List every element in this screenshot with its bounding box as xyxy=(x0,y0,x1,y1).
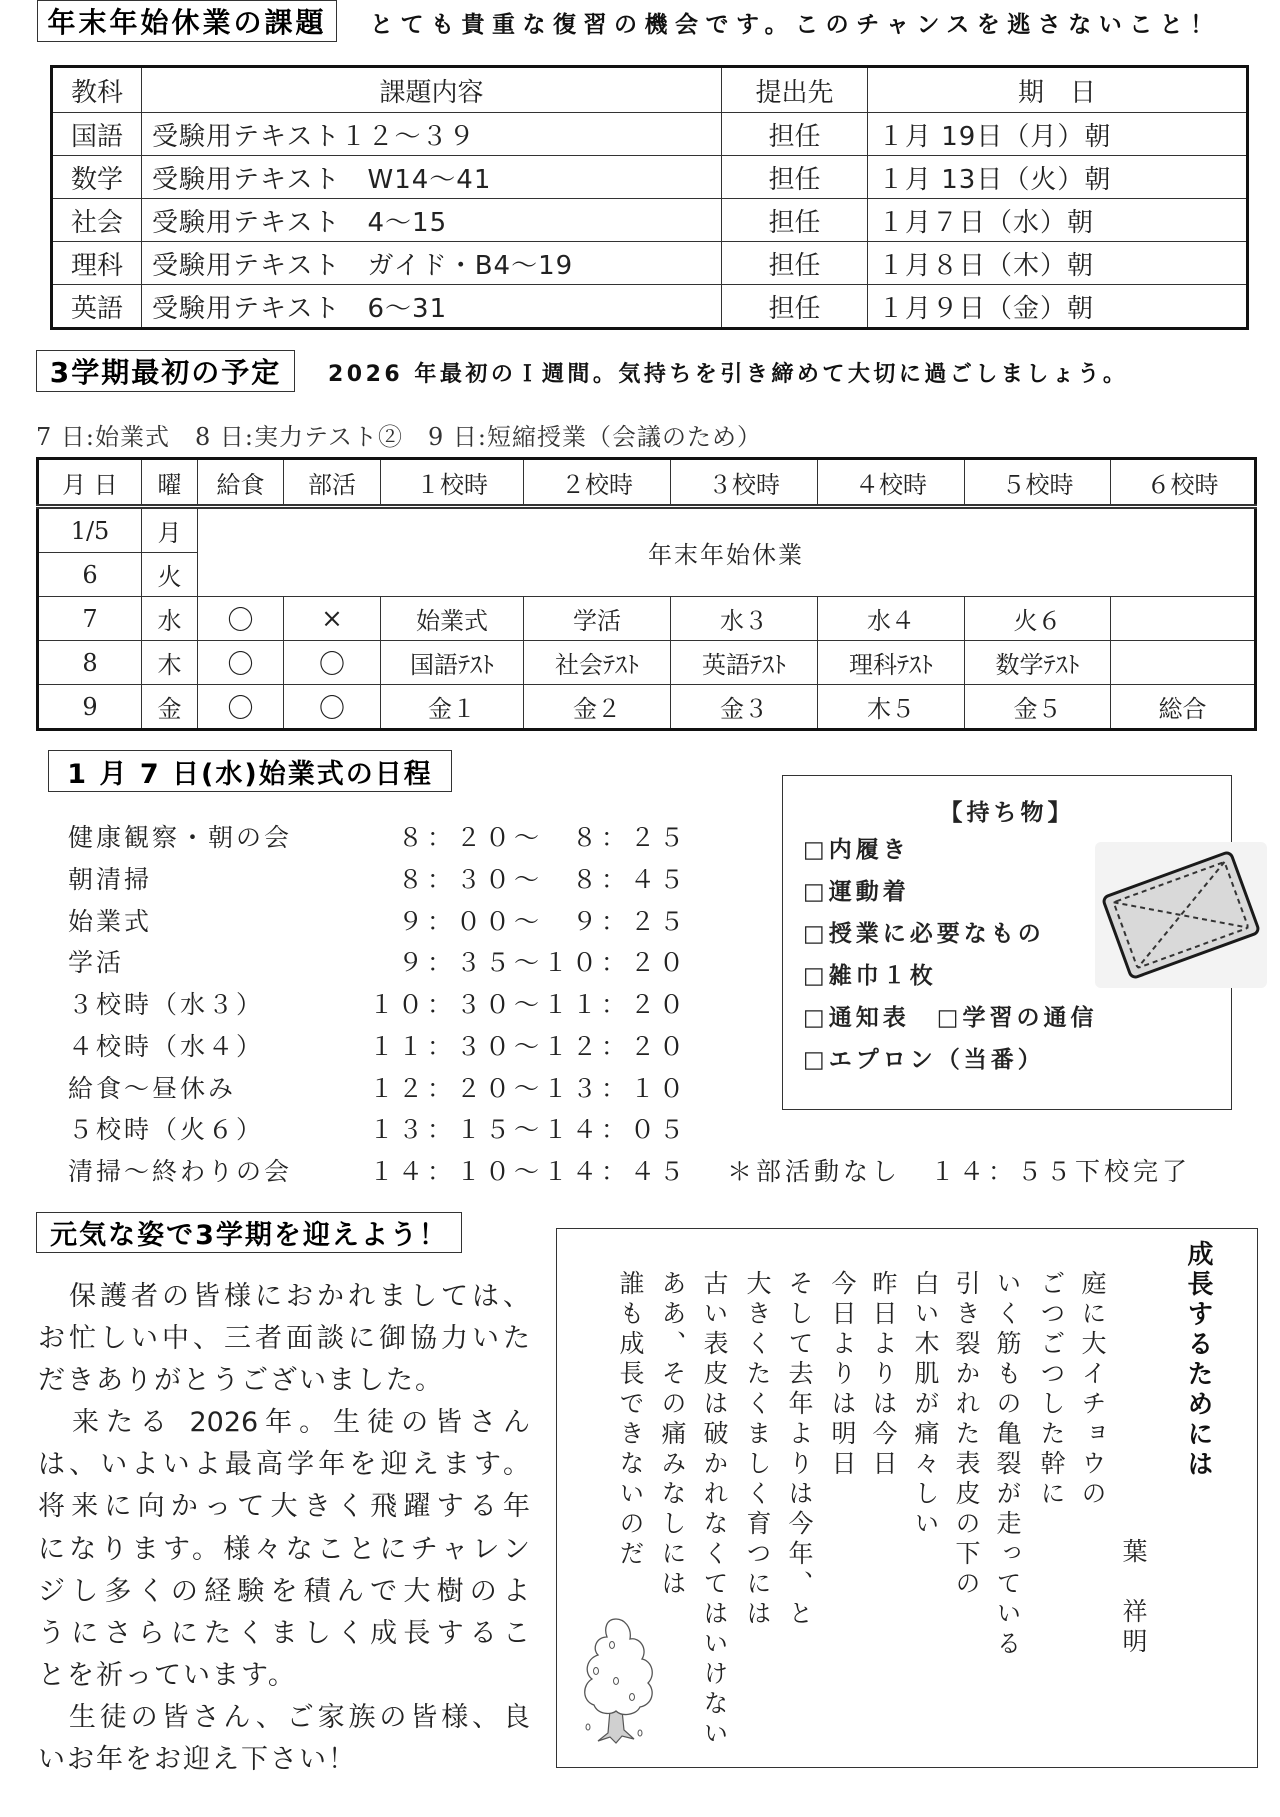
belongings-title: 【持ち物】 xyxy=(939,800,1075,826)
table-row xyxy=(38,685,1256,730)
lunch-cell: 〇 xyxy=(198,597,284,641)
schedule-label: 始業式 xyxy=(68,906,153,936)
header-period-1: １校時 xyxy=(381,459,524,507)
period-cell: 理科ﾃｽﾄ xyxy=(818,641,965,685)
due-cell: １月７日（水）朝 xyxy=(868,199,1248,242)
poem-line: 今日よりは明日 xyxy=(828,1270,857,1480)
poem-line: 誰も成長できないのだ xyxy=(616,1270,645,1570)
table-row xyxy=(52,113,1248,156)
period-cell: 総合 xyxy=(1111,685,1256,730)
poem-line: ごつごつした幹に xyxy=(1037,1270,1066,1510)
poem-author: 葉 祥明 xyxy=(1119,1538,1148,1658)
belongings-item: □運動着 xyxy=(803,879,910,905)
weekday-cell: 月 xyxy=(142,507,198,553)
table-row xyxy=(52,199,1248,242)
first-week-table xyxy=(36,457,1257,731)
homework-subtitle: とても貴重な復習の機会です。このチャンスを逃さないこと！ xyxy=(370,12,1221,38)
header-due: 期 日 xyxy=(868,67,1248,113)
schedule-time: １３：１５～１４：０５ xyxy=(368,1115,688,1145)
header-club: 部活 xyxy=(284,459,381,507)
period-cell: 金２ xyxy=(524,685,671,730)
cloth-icon xyxy=(1095,842,1267,988)
schedule-time: １０：３０～１１：２０ xyxy=(368,990,688,1019)
submit-to-cell: 担任 xyxy=(722,113,868,156)
schedule-label: 清掃～終わりの会 xyxy=(68,1157,293,1186)
schedule-label: ４校時（水４） xyxy=(68,1031,265,1061)
header-date: 月 日 xyxy=(38,459,142,507)
header-period-3: ３校時 xyxy=(671,459,818,507)
first-week-note: 7 日:始業式 8 日:実力テスト② 9 日:短縮授業（会議のため） xyxy=(36,423,762,451)
belongings-list xyxy=(803,829,1097,1081)
subject-cell: 数学 xyxy=(52,156,142,199)
homework-table-header xyxy=(52,67,1248,113)
paragraph-line: いお年をお迎え下さい！ xyxy=(38,1744,357,1776)
belongings-item: □授業に必要なもの xyxy=(803,921,1045,947)
greeting-paragraph xyxy=(38,1276,530,1781)
period-cell: 水３ xyxy=(671,597,818,641)
date-cell: 8 xyxy=(38,641,142,685)
date-cell: 7 xyxy=(38,597,142,641)
subject-cell: 理科 xyxy=(52,242,142,285)
poem-line: 古い表皮は破かれなくてはいけない xyxy=(700,1270,729,1750)
paragraph-line: 来たる 2026年。生徒の皆さん xyxy=(38,1407,530,1439)
date-cell: 1/5 xyxy=(38,507,142,553)
belongings-item: □通知表 □学習の通信 xyxy=(803,1005,1098,1031)
ceremony-schedule xyxy=(68,817,688,1193)
poem-line: 庭に大イチョウの xyxy=(1078,1270,1107,1510)
first-week-heading: 3学期最初の予定 xyxy=(36,350,295,392)
schedule-item xyxy=(68,901,688,943)
schedule-time: ８：３０～ ８：４５ xyxy=(397,864,688,894)
schedule-item xyxy=(68,942,688,984)
table-row xyxy=(38,507,1256,553)
subject-cell: 国語 xyxy=(52,113,142,156)
paragraph-line: は、いよいよ最高学年を迎えます。 xyxy=(38,1449,530,1481)
schedule-item xyxy=(68,1109,688,1151)
weekday-cell: 火 xyxy=(142,553,198,597)
due-cell: １月８日（木）朝 xyxy=(868,242,1248,285)
paragraph-line: 将来に向かって大きく飛躍する年 xyxy=(38,1491,530,1523)
table-row xyxy=(38,641,1256,685)
schedule-time: ９：３５～１０：２０ xyxy=(397,948,688,978)
header-period-5: ５校時 xyxy=(965,459,1111,507)
paragraph-line: お忙しい中、三者面談に御協力いた xyxy=(38,1323,530,1355)
poem-line: ああ、その痛みなしには xyxy=(658,1270,687,1600)
subject-cell: 英語 xyxy=(52,285,142,329)
poem-line: 引き裂かれた表皮の下の xyxy=(952,1270,981,1600)
period-cell: 英語ﾃｽﾄ xyxy=(671,641,818,685)
schedule-time: ９：００～ ９：２５ xyxy=(397,906,688,936)
schedule-item xyxy=(68,984,688,1026)
date-cell: 6 xyxy=(38,553,142,597)
content-cell: 受験用テキスト 6～31 xyxy=(142,285,722,329)
period-cell: 金５ xyxy=(965,685,1111,730)
period-cell: 社会ﾃｽﾄ xyxy=(524,641,671,685)
period-cell: 金３ xyxy=(671,685,818,730)
ceremony-heading: 1 月 7 日(水)始業式の日程 xyxy=(48,750,452,792)
club-cell: × xyxy=(284,597,381,641)
weekday-cell: 水 xyxy=(142,597,198,641)
weekday-cell: 木 xyxy=(142,641,198,685)
paragraph-line: うにさらにたくましく成長するこ xyxy=(38,1617,530,1649)
lunch-cell: 〇 xyxy=(198,685,284,730)
paragraph-line: になります。様々なことにチャレン xyxy=(38,1533,530,1565)
schedule-item xyxy=(68,859,688,901)
header-submit-to: 提出先 xyxy=(722,67,868,113)
belongings-item: □内履き xyxy=(803,837,910,863)
schedule-time: １４：１０～１４：４５ xyxy=(368,1157,688,1186)
belongings-item: □エプロン（当番） xyxy=(803,1047,1045,1073)
due-cell: １月９日（金）朝 xyxy=(868,285,1248,329)
poem-title: 成長するためには xyxy=(1183,1240,1213,1480)
schedule-time: １１：３０～１２：２０ xyxy=(368,1031,688,1061)
header-period-2: ２校時 xyxy=(524,459,671,507)
due-cell: １月 13日（火）朝 xyxy=(868,156,1248,199)
poem-line: 大きくたくましく育つには xyxy=(743,1270,772,1630)
first-week-subtitle: 2026 年最初のＩ週間。気持ちを引き締めて大切に過ごしましょう。 xyxy=(328,362,1129,387)
header-period-4: ４校時 xyxy=(818,459,965,507)
header-subject: 教科 xyxy=(52,67,142,113)
schedule-label: 学活 xyxy=(68,948,125,978)
club-cell: 〇 xyxy=(284,641,381,685)
first-week-header xyxy=(38,459,1256,507)
poem-line: 白い木肌が痛々しい xyxy=(911,1270,940,1540)
tree-icon xyxy=(576,1615,658,1745)
schedule-label: ５校時（火６） xyxy=(68,1115,265,1145)
schedule-label: ３校時（水３） xyxy=(68,990,265,1019)
period-cell: 始業式 xyxy=(381,597,524,641)
schedule-footnote: ＊部活動なし １４：５５下校完了 xyxy=(727,1157,1192,1186)
header-weekday: 曜 xyxy=(142,459,198,507)
table-row xyxy=(52,242,1248,285)
header-lunch: 給食 xyxy=(198,459,284,507)
belongings-item: □雑巾１枚 xyxy=(803,963,937,989)
holiday-cell: 年末年始休業 xyxy=(198,507,1256,597)
date-cell: 9 xyxy=(38,685,142,730)
schedule-label: 給食～昼休み xyxy=(68,1073,237,1103)
period-cell: 数学ﾃｽﾄ xyxy=(965,641,1111,685)
poem-line: いく筋もの亀裂が走っている xyxy=(993,1270,1022,1660)
schedule-label: 朝清掃 xyxy=(68,864,153,894)
submit-to-cell: 担任 xyxy=(722,242,868,285)
greeting-heading: 元気な姿で3学期を迎えよう！ xyxy=(36,1212,462,1253)
table-row xyxy=(52,156,1248,199)
content-cell: 受験用テキスト１２～３９ xyxy=(142,113,722,156)
paragraph-line: ジし多くの経験を積んで大樹のよ xyxy=(38,1575,530,1607)
period-cell: 火６ xyxy=(965,597,1111,641)
subject-cell: 社会 xyxy=(52,199,142,242)
weekday-cell: 金 xyxy=(142,685,198,730)
schedule-label: 健康観察・朝の会 xyxy=(68,823,293,852)
content-cell: 受験用テキスト ガイド・B4～19 xyxy=(142,242,722,285)
poem-line: 昨日よりは今日 xyxy=(869,1270,898,1480)
submit-to-cell: 担任 xyxy=(722,285,868,329)
lunch-cell: 〇 xyxy=(198,641,284,685)
due-cell: １月 19日（月）朝 xyxy=(868,113,1248,156)
submit-to-cell: 担任 xyxy=(722,199,868,242)
club-cell: 〇 xyxy=(284,685,381,730)
table-row xyxy=(52,285,1248,329)
header-content: 課題内容 xyxy=(142,67,722,113)
schedule-item xyxy=(68,817,688,859)
period-cell xyxy=(1111,641,1256,685)
period-cell: 学活 xyxy=(524,597,671,641)
schedule-time: ８：２０～ ８：２５ xyxy=(397,823,688,852)
poem-line: そして去年よりは今年、と xyxy=(785,1270,814,1630)
period-cell: 水４ xyxy=(818,597,965,641)
schedule-time: １２：２０～１３：１０ xyxy=(368,1073,688,1103)
schedule-item xyxy=(68,1026,688,1068)
homework-table xyxy=(50,65,1249,330)
paragraph-line: 生徒の皆さん、ご家族の皆様、良 xyxy=(38,1701,530,1733)
schedule-item xyxy=(68,1068,688,1110)
header-period-6: ６校時 xyxy=(1111,459,1256,507)
submit-to-cell: 担任 xyxy=(722,156,868,199)
period-cell: 国語ﾃｽﾄ xyxy=(381,641,524,685)
table-row xyxy=(38,597,1256,641)
paragraph-line: 保護者の皆様におかれましては、 xyxy=(38,1281,530,1312)
period-cell: 木５ xyxy=(818,685,965,730)
homework-heading: 年末年始休業の課題 xyxy=(37,0,337,42)
period-cell: 金１ xyxy=(381,685,524,730)
schedule-item xyxy=(68,1151,688,1193)
period-cell xyxy=(1111,597,1256,641)
paragraph-line: とを祈っています。 xyxy=(38,1659,297,1691)
paragraph-line: だきありがとうございました。 xyxy=(38,1365,444,1397)
content-cell: 受験用テキスト W14～41 xyxy=(142,156,722,199)
content-cell: 受験用テキスト 4～15 xyxy=(142,199,722,242)
